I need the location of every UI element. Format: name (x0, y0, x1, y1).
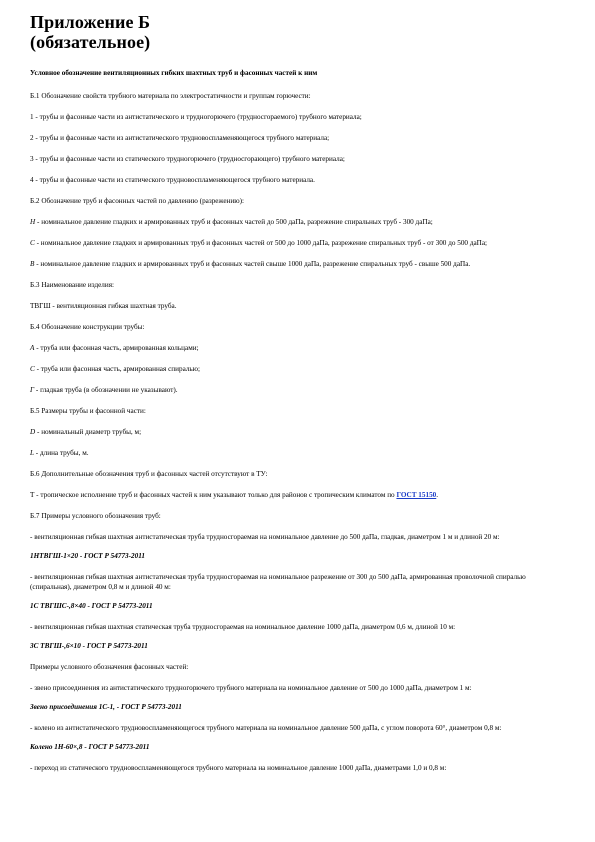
b2-item-h: Н - номинальное давление гладких и армированных труб и фасонных частей до 500 даПа, разрежение спиральных труб - 300 даПа; (30, 218, 433, 226)
b2-letter-b: В (30, 260, 35, 268)
b2-item-c: С - номинальное давление гладких и армированных труб и фасонных частей от 500 до 1000 даПа, разрежение спиральных труб - от 300 до 500 даПа; (30, 239, 488, 247)
b2-letter-c: С (30, 239, 35, 247)
example-4-code: Звено присоединения 1С-1, - ГОСТ Р 54773-2011 (30, 703, 182, 711)
example-3-code: 3С ТВГШ-,6×10 - ГОСТ Р 54773-2011 (30, 642, 148, 650)
b1-item-3: 3 - трубы и фасонные части из статического трудногорючего (трудносгорающего) трубного материала; (30, 155, 345, 163)
b4-item-c: С - труба или фасонная часть, армированная спиралью; (30, 365, 201, 373)
b2-heading: Б.2 Обозначение труб и фасонных частей по давлению (разрежению): (30, 197, 244, 205)
example-4-text: - звено присоединения из антистатического трудногорючего трубного материала на номинальное давление от 500 до 1000 даПа, диаметром 1 м: (30, 684, 472, 692)
example-2-code: 1С ТВГШС-,8×40 - ГОСТ Р 54773-2011 (30, 602, 153, 610)
fittings-examples-heading: Примеры условного обозначения фасонных частей: (30, 663, 189, 671)
b1-item-2: 2 - трубы и фасонные части из антистатического трудновоспламеняющегося трубного материала; (30, 134, 330, 142)
b7-heading: Б.7 Примеры условного обозначения труб: (30, 512, 161, 520)
example-1-text: - вентиляционная гибкая шахтная антистатическая труба трудносгораемая на номинальное давление до 500 даПа, гладкая, диаметром 1 м и длиной 20 м: (30, 533, 500, 541)
example-2-text: - вентиляционная гибкая шахтная антистатическая труба трудносгораемая на номинальное разрежение от 300 до 500 даПа, армированная проволочной спиралью (спиральная), диаметром 0,8 м и длиной 40 м: (30, 573, 526, 591)
example-5-text: - колено из антистатического трудновоспламеняющегося трубного материала на номинальное давление 500 даПа, с углом поворота 60°, диаметром 0,8 м: (30, 724, 502, 732)
b5-heading: Б.5 Размеры трубы и фасонной части: (30, 407, 146, 415)
b1-item-4: 4 - трубы и фасонные части из статического трудновоспламеняющегося трубного материала. (30, 176, 315, 184)
example-1-code: 1НТВГШ-1×20 - ГОСТ Р 54773-2011 (30, 552, 146, 560)
example-5-code: Колено 1Н-60×,8 - ГОСТ Р 54773-2011 (30, 743, 150, 751)
b1-item-1: 1 - трубы и фасонные части из антистатического и трудногорючего (трудносгораемого) трубного материала; (30, 113, 362, 121)
page-title (30, 0, 565, 52)
b2-letter-h: Н (30, 218, 36, 226)
b3-item: ТВГШ - вентиляционная гибкая шахтная труба. (30, 302, 177, 310)
section-heading: Условное обозначение вентиляционных гибких шахтных труб и фасонных частей к ним (30, 69, 318, 77)
b6-heading: Б.6 Дополнительные обозначения труб и фасонных частей отсутствуют в ТУ: (30, 470, 268, 478)
b4-heading: Б.4 Обозначение конструкции трубы: (30, 323, 145, 331)
b5-item-d: D - номинальный диаметр трубы, м; (30, 428, 142, 436)
b5-item-l: L - длина трубы, м. (30, 449, 89, 457)
example-6-text: - переход из статического трудновоспламеняющегося трубного материала на номинальное давление 1000 даПа, диаметрами 1,0 и 0,8 м: (30, 764, 447, 772)
b4-item-a: А - труба или фасонная часть, армированная кольцами; (30, 344, 199, 352)
example-3-text: - вентиляционная гибкая шахтная статическая труба трудносгораемая на номинальное давление 1000 даПа, диаметром 0,6 м, длиной 10 м: (30, 623, 456, 631)
title-line-1: Приложение Б (30, 12, 151, 32)
b4-item-g: Г - гладкая труба (в обозначении не указывают). (30, 386, 178, 394)
title-line-2: (обязательное) (30, 32, 151, 52)
b6-item: Т - тропическое исполнение труб и фасонных частей к ним указывают только для районов с тропическим климатом по ГОСТ 15150. (30, 491, 439, 499)
b3-heading: Б.3 Наименование изделия: (30, 281, 115, 289)
b1-heading: Б.1 Обозначение свойств трубного материала по электростатичности и группам горючести: (30, 92, 311, 100)
b2-item-b: В - номинальное давление гладких и армированных труб и фасонных частей свыше 1000 даПа, разрежение спиральных труб - свыше 500 даПа. (30, 260, 471, 268)
gost-15150-link[interactable]: ГОСТ 15150 (396, 491, 437, 499)
